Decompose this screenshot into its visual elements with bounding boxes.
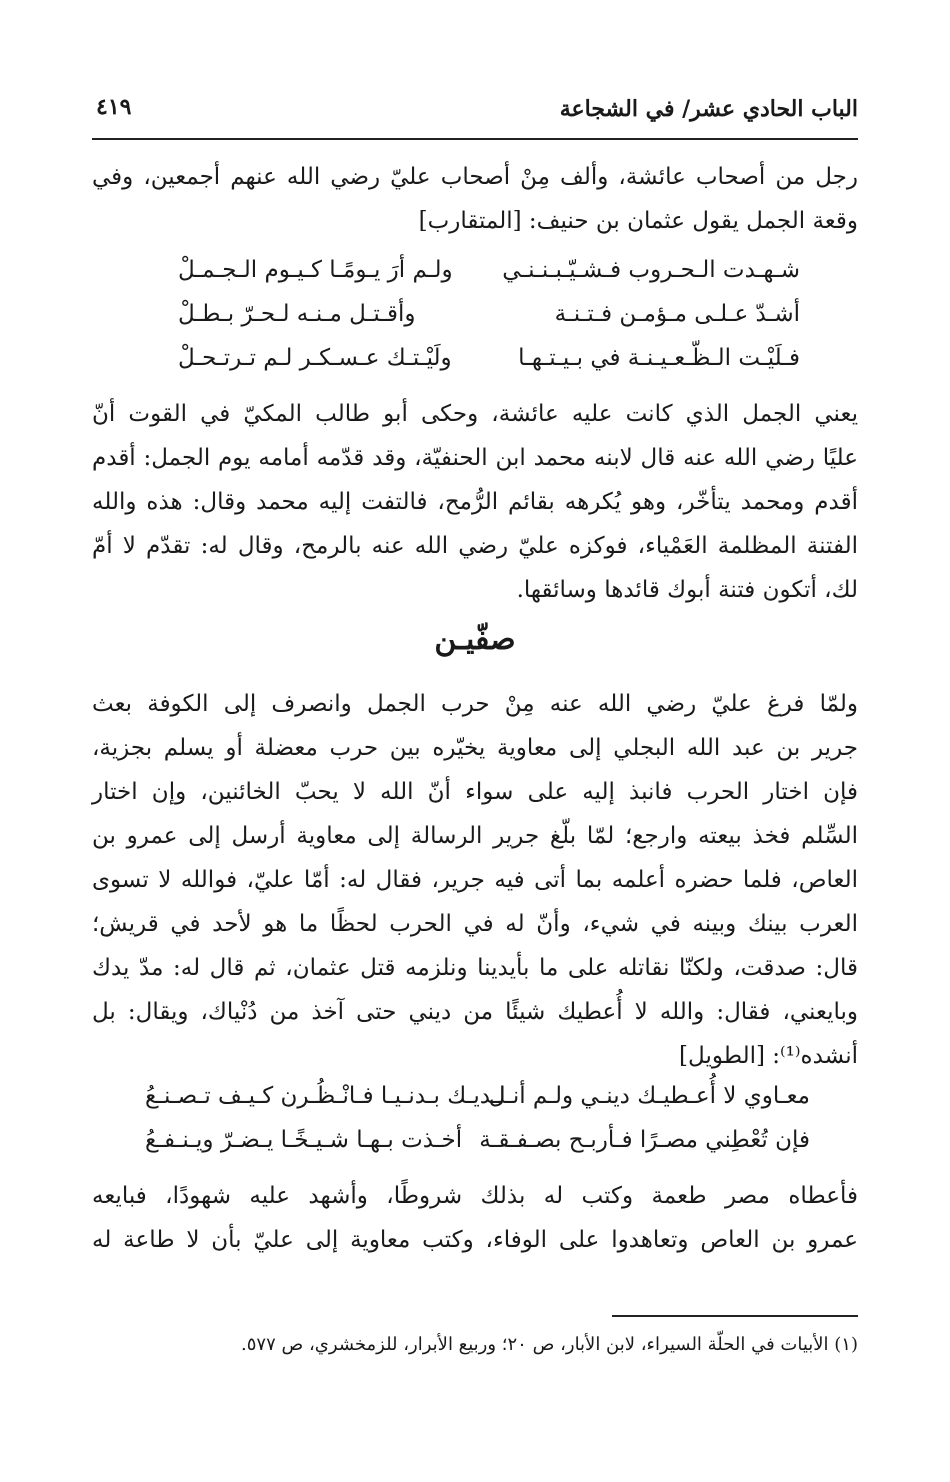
chapter-running-title: الباب الحادي عشر/ في الشجاعة [559, 96, 858, 122]
verse-first-hemistich: فـلَيْـت الـظّـعـيـنـة في بـيـتـهـا [518, 345, 800, 371]
verse-second-hemistich: أخـذت بـهـا شـيـخًـا يـضـرّ ويـنـفـعُ [145, 1127, 463, 1153]
paragraph-line: قال: صدقت، ولكنّا نقاتله على ما بأيدينا ونلزمه قتل عثمان، ثم قال له: مدّ يدك [92, 955, 858, 981]
paragraph-line: عمرو بن العاص وتعاهدوا على الوفاء، وكتب معاوية إلى عليّ بأن لا طاعة له [92, 1227, 858, 1253]
page-number: ٤١٩ [96, 94, 132, 120]
verse-second-hemistich: ولَيْـتـك عـسـكـر لـم تـرتـحـلْ [178, 345, 452, 371]
paragraph-intro [92, 155, 858, 243]
footnote-rule [612, 1315, 858, 1317]
paragraph-line: فأعطاه مصر طعمة وكتب له بذلك شروطًا، وأشهد عليه شهودًا، فبايعه [92, 1183, 858, 1209]
paragraph-line: أنشده⁽¹⁾: [الطويل] [679, 1043, 858, 1069]
verse-first-hemistich: شـهـدت الـحـروب فـشـيّـبـنـنـي [502, 257, 800, 283]
verse-first-hemistich: أشـدّ عـلـى مـؤمـن فـتـنـة [554, 301, 800, 327]
paragraph-line: الفتنة المظلمة العَمْياء، فوكزه عليّ رضي الله عنه بالرمح، وقال له: تقدّم لا أمّ [92, 533, 858, 559]
poem-mutaqarib [150, 248, 800, 380]
verse-row [150, 292, 800, 336]
paragraph-line: أقدم ومحمد يتأخّر، وهو يُكرهه بقائم الرُّمح، فالتفت إليه محمد وقال: هذه والله [92, 489, 858, 515]
paragraph-line: يعني الجمل الذي كانت عليه عائشة، وحكى أبو طالب المكيّ في القوت أنّ [92, 401, 858, 427]
poem-tawil [145, 1074, 810, 1162]
verse-row [145, 1074, 810, 1118]
paragraph-line: لك، أتكون فتنة أبوك قائدها وسائقها. [516, 577, 858, 603]
paragraph-line: عليًا رضي الله عنه قال لابنه محمد ابن الحنفيّة، وقد قدّمه أمامه يوم الجمل: أقدم [92, 445, 858, 471]
verse-second-hemistich: وأقـتـل مـنـه لـحـرّ بـطـلْ [178, 301, 416, 327]
verse-first-hemistich: فإن تُعْطِني مصـرًا فـأربـح بصـفـقـة [479, 1127, 810, 1153]
section-heading: صفّيـن [434, 622, 516, 657]
header-rule [92, 138, 858, 140]
verse-second-hemistich: ولـم أرَ يـومًـا كـيـوم الـجـمـلْ [178, 257, 453, 283]
paragraph-line: العرب بينك وبينه في شيء، وأنّ له في الحرب لحظًا ما هو لأحد في قريش؛ [92, 911, 858, 937]
verse-second-hemistich: لـديـك بـدنـيـا فـانْـظُـرن كـيـف تـصـنـعُ [145, 1083, 506, 1109]
paragraph-line: ولمّا فرغ عليّ رضي الله عنه مِنْ حرب الجمل وانصرف إلى الكوفة بعث [92, 691, 858, 717]
paragraph-line: وبايعني، فقال: والله لا أُعطيك شيئًا من ديني حتى آخذ من دُنْياك، ويقال: بل [92, 999, 858, 1025]
verse-row [150, 248, 800, 292]
verse-row [145, 1118, 810, 1162]
paragraph-line: السِّلم فخذ بيعته وارجع؛ لمّا بلّغ جرير الرسالة إلى معاوية أرسل إلى عمرو بن [92, 823, 858, 849]
paragraph-line: العاص، فلما حضره أعلمه بما أتى فيه جرير، فقال له: أمّا عليّ، فوالله لا تسوى [92, 867, 858, 893]
paragraph-line: وقعة الجمل يقول عثمان بن حنيف: [المتقارب] [418, 208, 858, 234]
paragraph-line: جرير بن عبد الله البجلي إلى معاوية يخيّره بين حرب معضلة أو يسلم بجزية، [92, 735, 858, 761]
paragraph-line: رجل من أصحاب عائشة، وألف مِنْ أصحاب عليّ رضي الله عنهم أجمعين، وفي [92, 164, 858, 190]
paragraph-egypt [92, 1174, 858, 1262]
paragraph-line: فإن اختار الحرب فانبذ إليه على سواء أنّ الله لا يحبّ الخائنين، وإن اختار [92, 779, 858, 805]
paragraph-qut-story [92, 392, 858, 612]
verse-first-hemistich: معـاوي لا أُعـطيـك دينـي ولـم أنـل [488, 1083, 810, 1109]
running-header [92, 92, 858, 132]
verse-row [150, 336, 800, 380]
footnote: (١) الأبيات في الحلّة السيراء، لابن الأبار، ص ٢٠؛ وربيع الأبرار، للزمخشري، ص ٥٧٧. [241, 1334, 858, 1355]
paragraph-siffin [92, 682, 858, 1078]
